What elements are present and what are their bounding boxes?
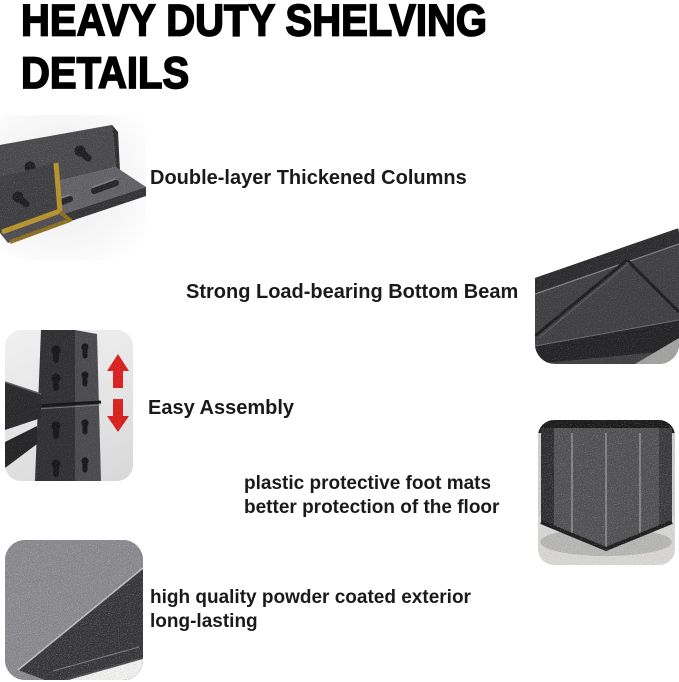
texture-overlay — [0, 115, 146, 260]
columns-photo — [0, 115, 146, 260]
feature-label-footmat — [244, 472, 499, 520]
title-line-1: HEAVY DUTY SHELVING — [21, 0, 488, 46]
footmat-photo — [538, 420, 675, 565]
feature-label-assembly — [148, 396, 294, 420]
beam-photo — [535, 214, 679, 364]
feature-text: Double-layer Thickened Columns — [150, 167, 467, 189]
feature-label-columns — [150, 166, 467, 190]
page-title — [21, 0, 487, 100]
texture-overlay-dark — [5, 540, 143, 680]
assembly-photo — [5, 330, 133, 481]
feature-label-powder — [150, 586, 471, 634]
feature-text: Easy Assembly — [148, 397, 295, 419]
feature-text: plastic protective foot mats — [244, 473, 492, 494]
feature-text: high quality powder coated exterior — [150, 587, 471, 608]
texture-overlay — [535, 214, 679, 364]
feature-text: long-lasting — [150, 611, 258, 632]
texture-overlay — [5, 330, 133, 481]
feature-text: better protection of the floor — [244, 497, 500, 518]
powder-photo — [5, 540, 143, 680]
texture-overlay-dark — [538, 420, 675, 565]
feature-text: Strong Load-bearing Bottom Beam — [186, 281, 519, 303]
feature-label-beam — [186, 280, 518, 304]
title-line-2: DETAILS — [21, 48, 190, 99]
